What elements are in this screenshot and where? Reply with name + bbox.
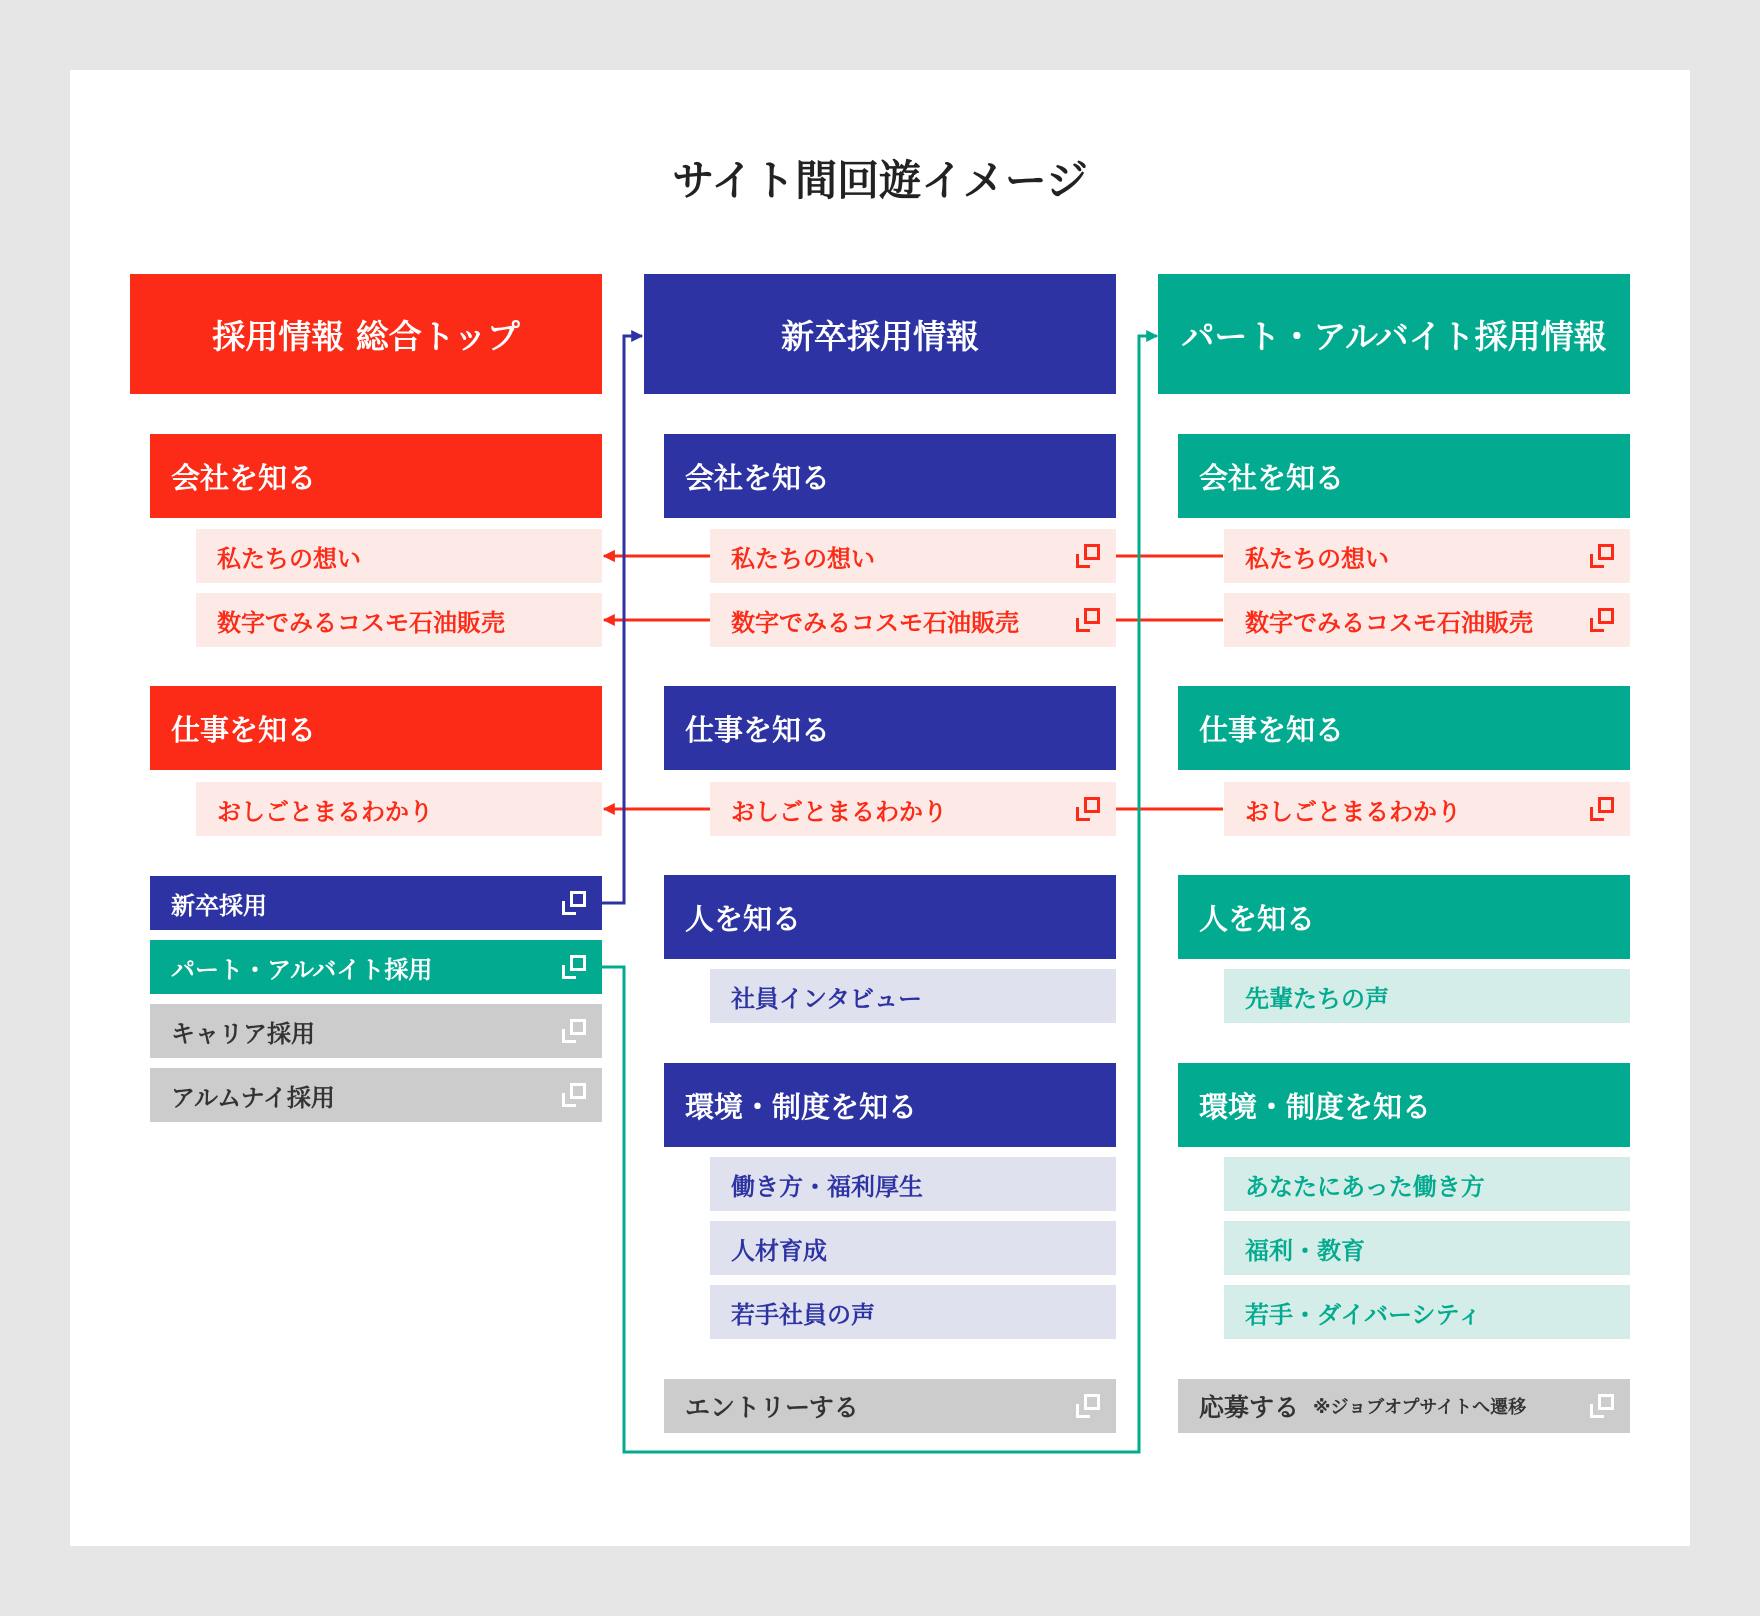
top-item-omoi[interactable]: 私たちの想い	[196, 529, 602, 583]
part-time-work-section[interactable]: 仕事を知る	[1178, 686, 1630, 770]
part-time-item-seniors[interactable]: 先輩たちの声	[1224, 969, 1630, 1023]
external-link-icon	[562, 1083, 586, 1107]
external-link-icon	[1076, 544, 1100, 568]
part-time-item-oshigoto-label: おしごとまるわかり	[1245, 797, 1461, 826]
new-grad-header[interactable]: 新卒採用情報	[644, 274, 1116, 394]
apply-note: ※ジョブオプサイトへ遷移	[1313, 1397, 1527, 1418]
entry-button-label: エントリーする	[685, 1393, 859, 1422]
new-grad-people-section[interactable]: 人を知る	[664, 875, 1116, 959]
top-work-section[interactable]: 仕事を知る	[150, 686, 602, 770]
new-grad-item-numbers-label: 数字でみるコスモ石油販売	[731, 608, 1019, 637]
part-time-item-welfare[interactable]: 福利・教育	[1224, 1221, 1630, 1275]
new-grad-item-oshigoto-label: おしごとまるわかり	[731, 797, 947, 826]
entry-button[interactable]	[664, 1379, 1116, 1433]
part-time-item-numbers-label: 数字でみるコスモ石油販売	[1245, 608, 1533, 637]
top-company-section[interactable]: 会社を知る	[150, 434, 602, 518]
external-link-icon	[1590, 1394, 1614, 1418]
top-item-numbers[interactable]: 数字でみるコスモ石油販売	[196, 593, 602, 647]
apply-button-label: 応募する	[1199, 1393, 1300, 1422]
new-grad-item-voices[interactable]: 若手社員の声	[710, 1285, 1116, 1339]
part-time-environment-section[interactable]: 環境・制度を知る	[1178, 1063, 1630, 1147]
external-link-icon	[1076, 608, 1100, 632]
external-link-icon	[562, 891, 586, 915]
external-link-icon	[1076, 1394, 1100, 1418]
new-grad-item-interview[interactable]: 社員インタビュー	[710, 969, 1116, 1023]
top-link-part-time-label: パート・アルバイト採用	[171, 955, 433, 984]
top-link-career[interactable]	[150, 1004, 602, 1058]
external-link-icon	[1590, 797, 1614, 821]
top-link-alumni[interactable]	[150, 1068, 602, 1122]
top-site-header[interactable]: 採用情報 総合トップ	[130, 274, 602, 394]
top-link-new-grad[interactable]	[150, 876, 602, 930]
top-link-alumni-label: アルムナイ採用	[171, 1083, 335, 1112]
external-link-icon	[1590, 608, 1614, 632]
new-grad-item-numbers[interactable]	[710, 593, 1116, 647]
part-time-company-section[interactable]: 会社を知る	[1178, 434, 1630, 518]
top-item-oshigoto[interactable]: おしごとまるわかり	[196, 782, 602, 836]
new-grad-item-omoi[interactable]	[710, 529, 1116, 583]
apply-button[interactable]	[1178, 1379, 1630, 1433]
new-grad-item-workstyle[interactable]: 働き方・福利厚生	[710, 1157, 1116, 1211]
external-link-icon	[562, 955, 586, 979]
external-link-icon	[562, 1019, 586, 1043]
top-link-part-time[interactable]	[150, 940, 602, 994]
new-grad-environment-section[interactable]: 環境・制度を知る	[664, 1063, 1116, 1147]
top-link-new-grad-label: 新卒採用	[171, 891, 267, 920]
diagram-title: サイト間回遊イメージ	[672, 156, 1088, 205]
new-grad-company-section[interactable]: 会社を知る	[664, 434, 1116, 518]
part-time-item-omoi[interactable]	[1224, 529, 1630, 583]
new-grad-item-oshigoto[interactable]	[710, 782, 1116, 836]
part-time-item-numbers[interactable]	[1224, 593, 1630, 647]
new-grad-item-omoi-label: 私たちの想い	[731, 544, 875, 573]
external-link-icon	[1590, 544, 1614, 568]
part-time-item-oshigoto[interactable]	[1224, 782, 1630, 836]
part-time-item-omoi-label: 私たちの想い	[1245, 544, 1389, 573]
top-link-career-label: キャリア採用	[171, 1019, 315, 1048]
part-time-header[interactable]: パート・アルバイト採用情報	[1158, 274, 1630, 394]
new-grad-work-section[interactable]: 仕事を知る	[664, 686, 1116, 770]
part-time-item-diversity[interactable]: 若手・ダイバーシティ	[1224, 1285, 1630, 1339]
part-time-people-section[interactable]: 人を知る	[1178, 875, 1630, 959]
external-link-icon	[1076, 797, 1100, 821]
part-time-item-workstyle[interactable]: あなたにあった働き方	[1224, 1157, 1630, 1211]
new-grad-item-training[interactable]: 人材育成	[710, 1221, 1116, 1275]
